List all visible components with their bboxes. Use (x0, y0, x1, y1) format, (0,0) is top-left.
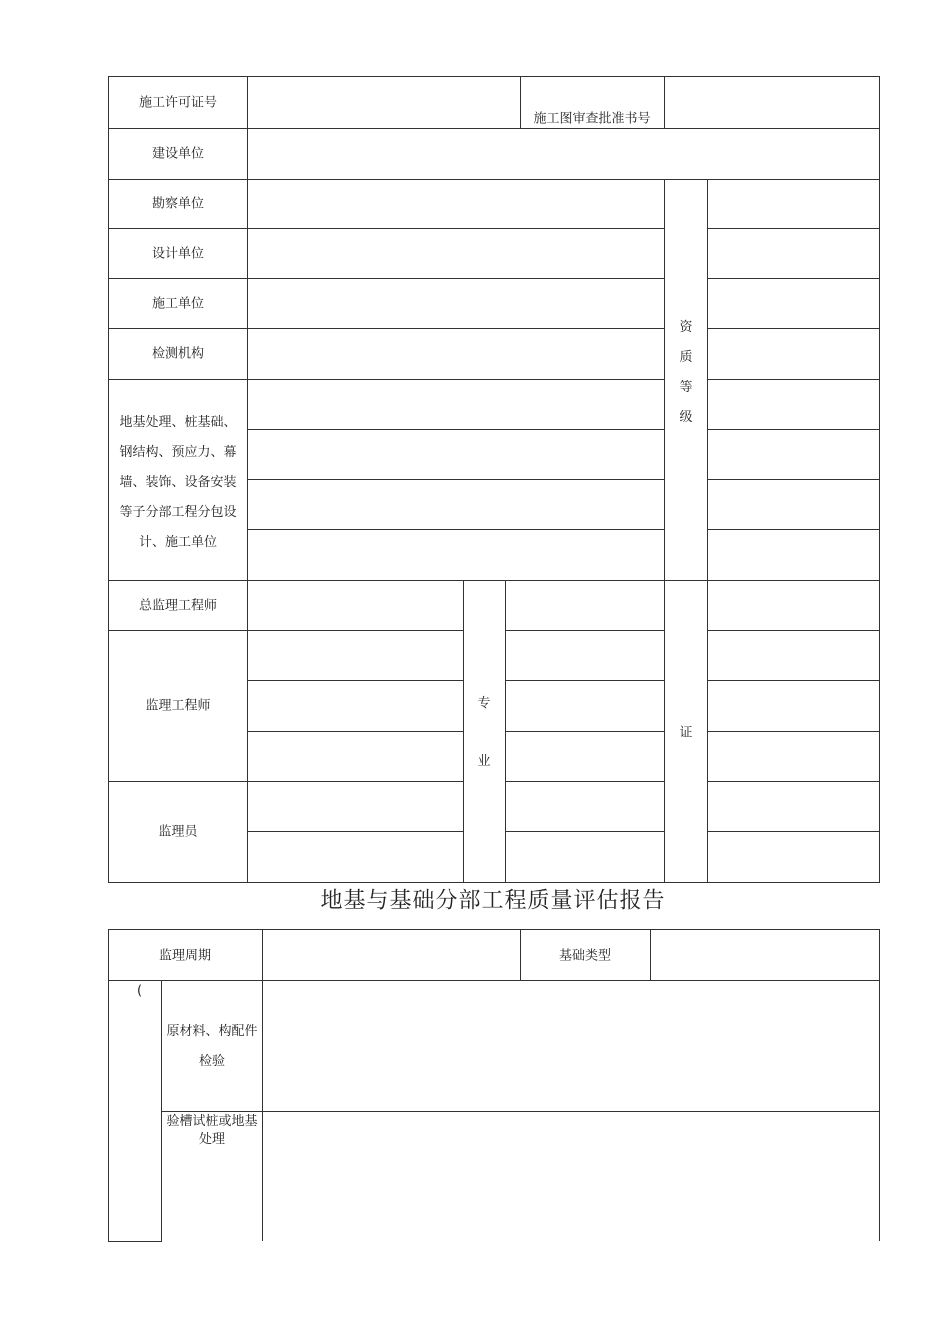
bracket-mark: ( (137, 983, 143, 999)
subcontractor-units-label: 地基处理、桩基础、钢结构、预应力、幕墙、装饰、设备安装等子分部工程分包设计、施工单位 (119, 415, 237, 550)
permit-number-label: 施工许可证号 (138, 95, 218, 111)
trench-inspection-label: 验槽试桩或地基处理 (166, 1114, 258, 1147)
report-title: 地基与基础分部工程质量评估报告 (320, 888, 666, 914)
testing-agency-label: 检测机构 (151, 346, 205, 362)
survey-unit-label: 勘察单位 (151, 196, 205, 212)
supervision-period-label: 监理周期 (158, 948, 212, 964)
materials-inspection-label: 原材料、构配件检验 (166, 1024, 258, 1069)
certificate-label: 证 (679, 725, 693, 741)
foundation-type-label: 基础类型 (558, 948, 612, 964)
specialty-label: 专业 (477, 696, 491, 769)
drawing-review-number-label: 施工图审查批准书号 (533, 111, 651, 127)
design-unit-label: 设计单位 (151, 246, 205, 262)
owner-unit-label: 建设单位 (151, 146, 205, 162)
supervisor-label: 监理员 (158, 824, 198, 840)
construction-unit-label: 施工单位 (151, 296, 205, 312)
supervising-engineer-label: 监理工程师 (145, 698, 211, 714)
chief-supervisor-label: 总监理工程师 (138, 598, 218, 614)
qualification-grade-label: 资质等级 (679, 320, 693, 425)
